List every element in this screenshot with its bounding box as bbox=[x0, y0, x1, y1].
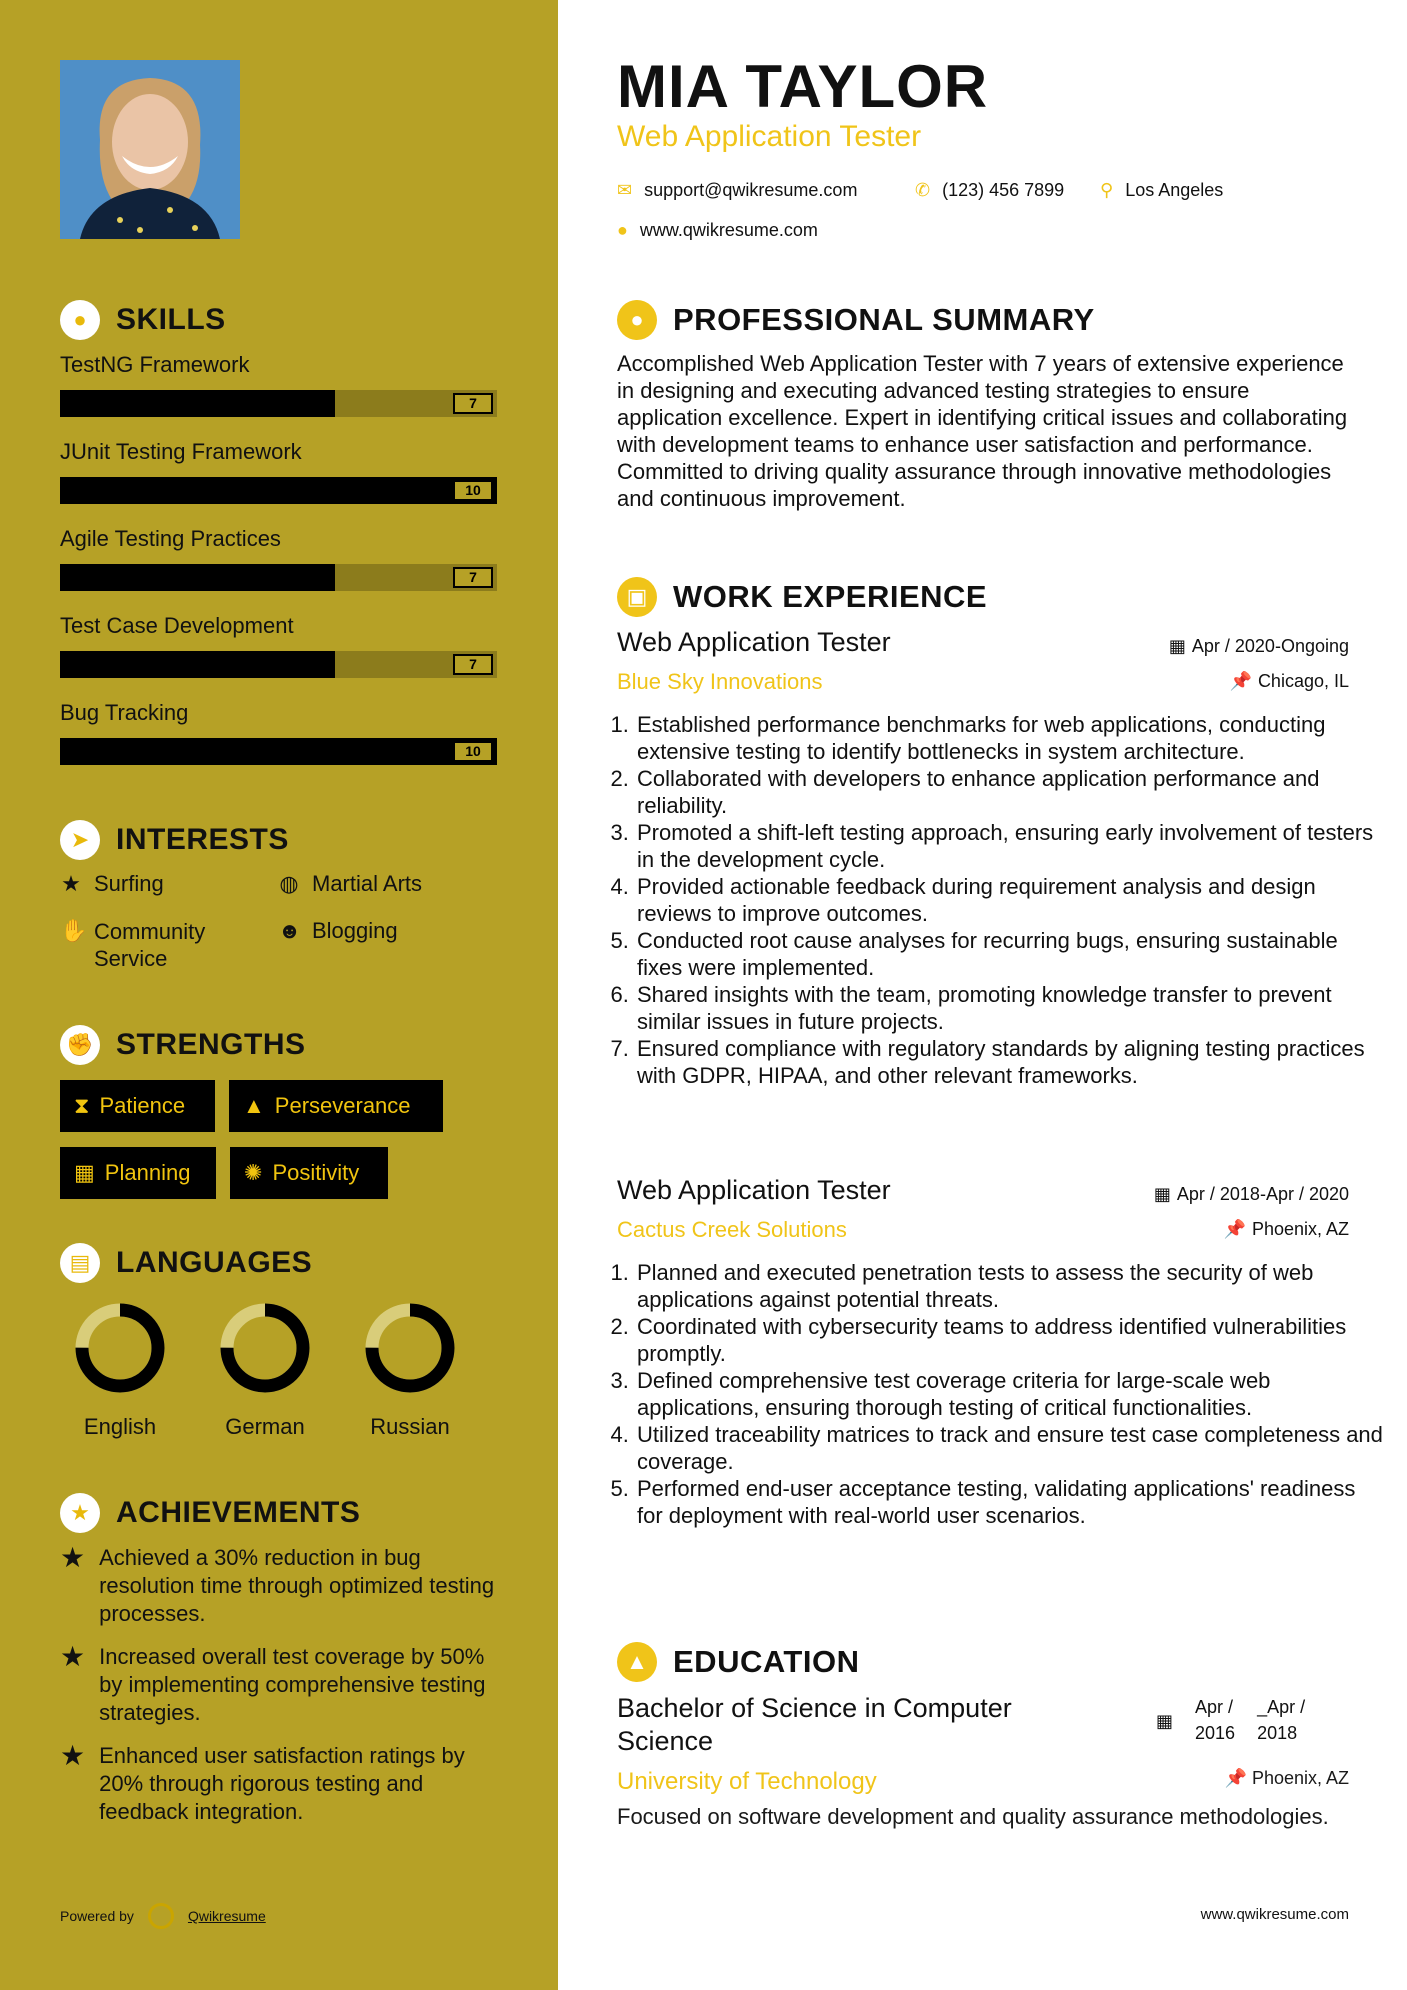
interests-heading: ➤ INTERESTS bbox=[60, 820, 289, 860]
skill-name: Bug Tracking bbox=[60, 700, 189, 725]
interest-item: ☻ Blogging bbox=[278, 918, 398, 943]
hourglass-icon: ⧗ bbox=[74, 1093, 90, 1118]
footer-website[interactable]: www.qwikresume.com bbox=[1200, 1906, 1349, 1923]
interest-item: ◍ Martial Arts bbox=[279, 871, 423, 896]
strength-badge: ✺ Positivity bbox=[230, 1147, 388, 1199]
calendar-icon: ▦ bbox=[1153, 1184, 1171, 1204]
star-icon: ★ bbox=[61, 871, 81, 896]
skill-bar bbox=[60, 651, 497, 678]
skill-name: TestNG Framework bbox=[60, 352, 250, 377]
degree-title: Bachelor of Science in Computer Science bbox=[617, 1693, 1012, 1756]
list-item: 1. Established performance benchmarks for web applications, conducting extensive testing to identify bottlenecks in system architecture. bbox=[635, 711, 1385, 765]
list-item: 3. Promoted a shift-left testing approach, ensuring early involvement of testers in the development cycle. bbox=[635, 819, 1385, 873]
summary-heading: ● PROFESSIONAL SUMMARY bbox=[617, 300, 1095, 340]
contact-email[interactable]: ✉ support@qwikresume.com bbox=[617, 180, 858, 200]
profile-photo bbox=[60, 60, 240, 239]
list-item: 1. Planned and executed penetration tests to assess the security of web applications against potential threats. bbox=[635, 1259, 1385, 1313]
education-location: 📌 Phoenix, AZ bbox=[1224, 1768, 1349, 1788]
job-location: 📌 Chicago, IL bbox=[1229, 671, 1349, 691]
sidebar bbox=[0, 0, 558, 1990]
job-company: Cactus Creek Solutions bbox=[617, 1217, 847, 1242]
contact-website[interactable]: ● www.qwikresume.com bbox=[617, 220, 818, 240]
powered-by: Powered by Qwikresume bbox=[60, 1903, 266, 1929]
paper-plane-icon: ➤ bbox=[60, 820, 100, 860]
list-item: 5. Performed end-user acceptance testing, validating applications' readiness for deployment with real-world user scenarios. bbox=[635, 1475, 1385, 1529]
globe-icon: ◍ bbox=[279, 871, 299, 896]
skill-bar bbox=[60, 738, 497, 765]
language-level-ring bbox=[355, 1300, 465, 1396]
list-item: 7. Ensured compliance with regulatory standards by aligning testing practices with GDPR, HIPAA, and other relevant frameworks. bbox=[635, 1035, 1385, 1089]
skill-bar-fill bbox=[60, 564, 335, 591]
candidate-role: Web Application Tester bbox=[617, 120, 922, 153]
job-duties-list bbox=[608, 711, 1385, 1089]
language-item: Russian bbox=[355, 1300, 465, 1440]
achievements-heading: ★ ACHIEVEMENTS bbox=[60, 1493, 360, 1533]
list-item: 4. Provided actionable feedback during requirement analysis and design reviews to improve outcomes. bbox=[635, 873, 1385, 927]
skill-bar-fill bbox=[60, 390, 335, 417]
skill-score: 7 bbox=[453, 654, 493, 675]
lightbulb-icon: ● bbox=[60, 300, 100, 340]
phone-icon: ✆ bbox=[915, 180, 931, 200]
pushpin-icon: 📌 bbox=[1229, 671, 1252, 691]
globe-icon: ● bbox=[617, 220, 628, 240]
calendar-icon: ▦ bbox=[1168, 636, 1186, 656]
star-badge-icon: ★ bbox=[60, 1493, 100, 1533]
list-item: 2. Collaborated with developers to enhance application performance and reliability. bbox=[635, 765, 1385, 819]
list-item: 4. Utilized traceability matrices to track and ensure test case completeness and coverage. bbox=[635, 1421, 1385, 1475]
user-icon: ● bbox=[617, 300, 657, 340]
contact-phone[interactable]: ✆ (123) 456 7899 bbox=[915, 180, 1065, 200]
strength-badge: ⧗ Patience bbox=[60, 1080, 215, 1132]
skill-score: 10 bbox=[453, 480, 493, 501]
skills-heading: ● SKILLS bbox=[60, 300, 226, 340]
languages-heading: ▤ LANGUAGES bbox=[60, 1243, 312, 1283]
stars-icon: ★ bbox=[60, 1740, 86, 1771]
strength-badge: ▦ Planning bbox=[60, 1147, 216, 1199]
list-item: 6. Shared insights with the team, promoting knowledge transfer to prevent similar issues in future projects. bbox=[635, 981, 1385, 1035]
job-title: Web Application Tester bbox=[617, 1175, 891, 1205]
briefcase-icon: ▣ bbox=[617, 577, 657, 617]
sun-icon: ✺ bbox=[244, 1160, 263, 1185]
interest-item: ★ Surfing bbox=[61, 871, 164, 896]
strength-badge: ▲ Perseverance bbox=[229, 1080, 443, 1132]
skill-score: 10 bbox=[453, 741, 493, 762]
skill-bar-fill bbox=[60, 651, 335, 678]
achievement-item: ★ Enhanced user satisfaction ratings by 20% through rigorous testing and feedback integration. bbox=[60, 1740, 465, 1824]
language-level-ring bbox=[65, 1300, 175, 1396]
candidate-name: MIA TAYLOR bbox=[617, 53, 989, 120]
education-dates: ▦ Apr / 2016 _Apr / 2018 bbox=[1156, 1694, 1305, 1746]
stars-icon: ★ bbox=[60, 1542, 86, 1573]
skill-bar-fill bbox=[60, 738, 497, 765]
school-name: University of Technology bbox=[617, 1768, 877, 1795]
skill-score: 7 bbox=[453, 393, 493, 414]
job-dates: ▦ Apr / 2020-Ongoing bbox=[1168, 636, 1349, 656]
language-level-ring bbox=[210, 1300, 320, 1396]
education-description: Focused on software development and quality assurance methodologies. bbox=[617, 1804, 1329, 1829]
contact-location: ⚲ Los Angeles bbox=[1100, 180, 1224, 200]
list-item: 5. Conducted root cause analyses for recurring bugs, ensuring sustainable fixes were implemented. bbox=[635, 927, 1385, 981]
job-dates: ▦ Apr / 2018-Apr / 2020 bbox=[1153, 1184, 1349, 1204]
graduation-icon: ▲ bbox=[617, 1642, 657, 1682]
skill-name: JUnit Testing Framework bbox=[60, 439, 302, 464]
map-pin-icon: ⚲ bbox=[1100, 180, 1114, 200]
skill-name: Agile Testing Practices bbox=[60, 526, 281, 551]
stars-icon: ★ bbox=[60, 1641, 86, 1672]
list-item: 2. Coordinated with cybersecurity teams to address identified vulnerabilities promptly. bbox=[635, 1313, 1385, 1367]
language-item: German bbox=[210, 1300, 320, 1440]
hand-icon: ✋ bbox=[60, 918, 88, 943]
qwikresume-link[interactable]: Qwikresume bbox=[187, 1908, 266, 1924]
list-item: 3. Defined comprehensive test coverage criteria for large-scale web applications, ensuring thorough testing of critical functionalities. bbox=[635, 1367, 1385, 1421]
summary-text: Accomplished Web Application Tester with 7 years of extensive experience in designing and executing advanced testing strategies to ensure application excellence. Expert in identifying critical issues and collaborating with development teams to enhance user satisfaction and performance. Committed to driving quality assurance through innovative methodologies and continuous improvement. bbox=[617, 351, 1348, 511]
skill-score: 7 bbox=[453, 567, 493, 588]
achievement-item: ★ Increased overall test coverage by 50% by implementing comprehensive testing strategies. bbox=[60, 1641, 486, 1725]
qwikresume-logo-icon bbox=[148, 1903, 174, 1929]
language-card-icon: ▤ bbox=[60, 1243, 100, 1283]
envelope-icon: ✉ bbox=[617, 180, 633, 200]
road-icon: ▲ bbox=[243, 1093, 265, 1118]
pushpin-icon: 📌 bbox=[1224, 1768, 1247, 1788]
skill-bar bbox=[60, 390, 497, 417]
fist-icon: ✊ bbox=[60, 1025, 100, 1065]
language-item: English bbox=[65, 1300, 175, 1440]
skill-bar bbox=[60, 564, 497, 591]
job-duties-list bbox=[608, 1259, 1385, 1529]
pushpin-icon: 📌 bbox=[1223, 1219, 1246, 1239]
job-title: Web Application Tester bbox=[617, 627, 891, 657]
skill-bar bbox=[60, 477, 497, 504]
skill-name: Test Case Development bbox=[60, 613, 294, 638]
calendar-icon: ▦ bbox=[74, 1160, 95, 1185]
job-company: Blue Sky Innovations bbox=[617, 669, 823, 694]
job-location: 📌 Phoenix, AZ bbox=[1223, 1219, 1349, 1239]
achievement-item: ★ Achieved a 30% reduction in bug resolution time through optimized testing processes. bbox=[60, 1542, 495, 1626]
strengths-heading: ✊ STRENGTHS bbox=[60, 1025, 306, 1065]
skill-bar-fill bbox=[60, 477, 497, 504]
interest-item: ✋ Community Service bbox=[60, 918, 206, 971]
experience-heading: ▣ WORK EXPERIENCE bbox=[617, 577, 987, 617]
users-icon: ☻ bbox=[278, 918, 302, 943]
calendar-icon: ▦ bbox=[1156, 1711, 1174, 1731]
education-heading: ▲ EDUCATION bbox=[617, 1642, 859, 1682]
